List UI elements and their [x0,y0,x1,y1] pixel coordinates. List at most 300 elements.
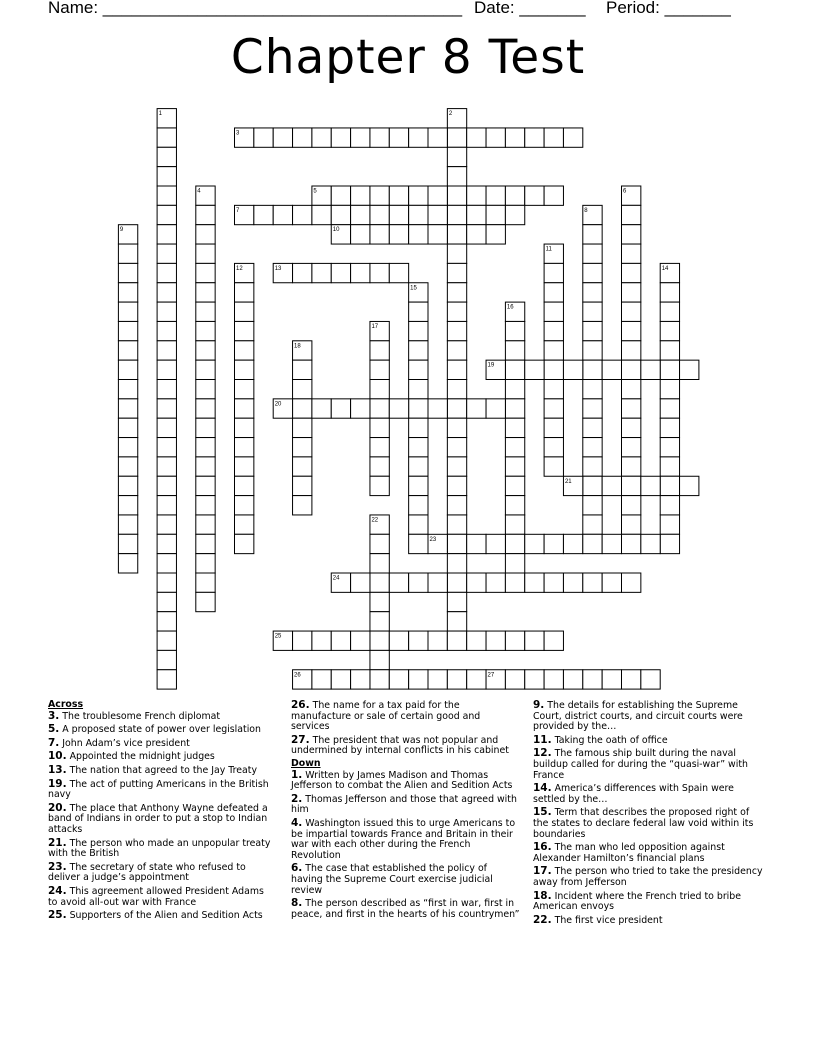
crossword-cell[interactable] [409,302,428,321]
crossword-cell[interactable] [254,205,273,224]
crossword-cell[interactable] [157,496,176,515]
crossword-cell[interactable] [622,360,641,379]
crossword-cell[interactable] [118,244,137,263]
crossword-cell[interactable] [409,225,428,244]
crossword-cell[interactable] [273,128,292,147]
crossword-cell[interactable] [447,283,466,302]
crossword-cell[interactable] [196,554,215,573]
crossword-cell[interactable] [409,476,428,495]
crossword-cell[interactable] [505,186,524,205]
crossword-cell[interactable] [235,515,254,534]
crossword-cell[interactable] [544,380,563,399]
crossword-cell[interactable] [447,515,466,534]
crossword-cell[interactable] [583,573,602,592]
crossword-cell[interactable] [235,476,254,495]
crossword-cell[interactable] [196,244,215,263]
crossword-cell[interactable] [428,225,447,244]
crossword-cell[interactable] [467,205,486,224]
crossword-cell[interactable] [157,554,176,573]
crossword-cell[interactable] [660,341,679,360]
crossword-cell[interactable] [583,476,602,495]
crossword-cell[interactable] [157,476,176,495]
crossword-cell[interactable] [428,128,447,147]
crossword-cell[interactable] [641,670,660,689]
crossword-cell[interactable] [157,650,176,669]
crossword-cell[interactable] [196,321,215,340]
crossword-cell[interactable] [370,418,389,437]
crossword-cell[interactable] [622,457,641,476]
crossword-cell[interactable] [293,205,312,224]
crossword-cell[interactable] [486,399,505,418]
crossword-cell[interactable] [505,631,524,650]
crossword-cell[interactable] [505,534,524,553]
crossword-cell[interactable] [583,244,602,263]
crossword-cell[interactable] [409,399,428,418]
crossword-cell[interactable] [409,438,428,457]
crossword-cell[interactable] [370,457,389,476]
crossword-cell[interactable] [196,263,215,282]
crossword-cell[interactable] [389,225,408,244]
crossword-cell[interactable] [157,147,176,166]
crossword-cell[interactable] [505,457,524,476]
crossword-cell[interactable] [544,283,563,302]
crossword-cell[interactable] [157,205,176,224]
crossword-cell[interactable] [505,573,524,592]
crossword-cell[interactable] [118,476,137,495]
crossword-cell[interactable] [622,341,641,360]
crossword-cell[interactable] [622,670,641,689]
crossword-cell[interactable] [622,380,641,399]
crossword-cell[interactable] [409,496,428,515]
crossword-cell[interactable] [409,380,428,399]
crossword-cell[interactable] [409,534,428,553]
crossword-cell[interactable] [447,302,466,321]
crossword-cell[interactable] [505,670,524,689]
crossword-cell[interactable] [544,670,563,689]
crossword-cell[interactable] [622,302,641,321]
crossword-cell[interactable] [370,592,389,611]
crossword-cell[interactable] [370,128,389,147]
crossword-cell[interactable] [428,186,447,205]
crossword-cell[interactable] [583,380,602,399]
crossword-cell[interactable] [505,515,524,534]
crossword-cell[interactable] [622,244,641,263]
name-field[interactable]: Name: ______________________________________ [48,0,463,17]
crossword-cell[interactable] [447,244,466,263]
crossword-cell[interactable] [293,128,312,147]
crossword-cell[interactable] [447,147,466,166]
crossword-cell[interactable] [486,534,505,553]
crossword-cell[interactable] [544,321,563,340]
crossword-cell[interactable] [641,534,660,553]
crossword-cell[interactable] [428,205,447,224]
crossword-cell[interactable] [583,341,602,360]
crossword-cell[interactable] [235,438,254,457]
crossword-cell[interactable] [312,399,331,418]
crossword-cell[interactable] [389,631,408,650]
crossword-cell[interactable] [370,399,389,418]
crossword-cell[interactable] [118,302,137,321]
crossword-cell[interactable] [622,205,641,224]
crossword-cell[interactable] [157,631,176,650]
crossword-cell[interactable] [196,534,215,553]
crossword-cell[interactable] [467,534,486,553]
crossword-cell[interactable] [447,321,466,340]
crossword-cell[interactable] [583,399,602,418]
crossword-cell[interactable] [157,167,176,186]
crossword-cell[interactable] [486,225,505,244]
crossword-cell[interactable] [409,573,428,592]
crossword-cell[interactable] [447,573,466,592]
crossword-cell[interactable] [447,496,466,515]
crossword-cell[interactable] [389,399,408,418]
crossword-cell[interactable] [544,128,563,147]
crossword-cell[interactable] [118,341,137,360]
crossword-cell[interactable] [505,205,524,224]
crossword-cell[interactable] [196,360,215,379]
crossword-cell[interactable] [563,670,582,689]
crossword-cell[interactable] [351,263,370,282]
crossword-cell[interactable] [157,573,176,592]
crossword-cell[interactable] [467,225,486,244]
crossword-cell[interactable] [157,263,176,282]
crossword-cell[interactable] [389,573,408,592]
crossword-cell[interactable] [602,534,621,553]
crossword-cell[interactable] [622,534,641,553]
crossword-cell[interactable] [660,302,679,321]
crossword-cell[interactable] [505,380,524,399]
crossword-cell[interactable] [583,457,602,476]
crossword-cell[interactable] [409,186,428,205]
crossword-cell[interactable] [660,418,679,437]
crossword-cell[interactable] [157,341,176,360]
crossword-cell[interactable] [235,360,254,379]
crossword-cell[interactable] [447,670,466,689]
crossword-cell[interactable] [293,360,312,379]
crossword-cell[interactable] [602,670,621,689]
crossword-cell[interactable] [583,263,602,282]
crossword-cell[interactable] [602,573,621,592]
crossword-cell[interactable] [157,186,176,205]
crossword-cell[interactable] [660,438,679,457]
crossword-cell[interactable] [467,573,486,592]
crossword-cell[interactable] [583,321,602,340]
crossword-cell[interactable] [505,554,524,573]
crossword-cell[interactable] [447,534,466,553]
crossword-cell[interactable] [563,573,582,592]
crossword-cell[interactable] [544,263,563,282]
crossword-cell[interactable] [157,399,176,418]
crossword-cell[interactable] [370,225,389,244]
crossword-cell[interactable] [680,360,699,379]
crossword-cell[interactable] [118,360,137,379]
crossword-cell[interactable] [409,670,428,689]
crossword-cell[interactable] [331,186,350,205]
crossword-cell[interactable] [235,534,254,553]
crossword-cell[interactable] [370,360,389,379]
crossword-cell[interactable] [409,515,428,534]
crossword-cell[interactable] [409,128,428,147]
crossword-cell[interactable] [467,631,486,650]
crossword-cell[interactable] [660,457,679,476]
crossword-cell[interactable] [622,399,641,418]
crossword-cell[interactable] [660,399,679,418]
crossword-cell[interactable] [505,476,524,495]
crossword-cell[interactable] [525,360,544,379]
crossword-cell[interactable] [312,128,331,147]
crossword-cell[interactable] [196,380,215,399]
crossword-cell[interactable] [467,186,486,205]
crossword-cell[interactable] [447,457,466,476]
crossword-cell[interactable] [583,534,602,553]
crossword-cell[interactable] [196,225,215,244]
crossword-cell[interactable] [544,302,563,321]
crossword-cell[interactable] [293,380,312,399]
crossword-cell[interactable] [293,263,312,282]
crossword-cell[interactable] [293,496,312,515]
crossword-cell[interactable] [660,534,679,553]
crossword-cell[interactable] [602,360,621,379]
crossword-cell[interactable] [486,128,505,147]
crossword-cell[interactable] [312,263,331,282]
crossword-cell[interactable] [505,321,524,340]
crossword-cell[interactable] [196,515,215,534]
crossword-cell[interactable] [563,128,582,147]
crossword-cell[interactable] [389,128,408,147]
crossword-cell[interactable] [447,612,466,631]
crossword-cell[interactable] [331,631,350,650]
crossword-cell[interactable] [428,399,447,418]
crossword-cell[interactable] [660,360,679,379]
crossword-cell[interactable] [409,341,428,360]
crossword-cell[interactable] [447,631,466,650]
crossword-cell[interactable] [293,476,312,495]
crossword-cell[interactable] [312,205,331,224]
crossword-cell[interactable] [660,515,679,534]
crossword-cell[interactable] [196,418,215,437]
crossword-cell[interactable] [505,438,524,457]
crossword-cell[interactable] [389,670,408,689]
crossword-cell[interactable] [447,554,466,573]
crossword-cell[interactable] [447,438,466,457]
crossword-cell[interactable] [196,438,215,457]
crossword-cell[interactable] [293,418,312,437]
crossword-cell[interactable] [118,496,137,515]
crossword-cell[interactable] [525,631,544,650]
crossword-cell[interactable] [447,360,466,379]
crossword-cell[interactable] [351,631,370,650]
crossword-cell[interactable] [157,225,176,244]
crossword-cell[interactable] [331,263,350,282]
crossword-cell[interactable] [118,399,137,418]
crossword-cell[interactable] [370,554,389,573]
crossword-cell[interactable] [157,612,176,631]
crossword-cell[interactable] [370,631,389,650]
crossword-cell[interactable] [409,631,428,650]
crossword-cell[interactable] [196,476,215,495]
crossword-cell[interactable] [447,592,466,611]
crossword-cell[interactable] [235,399,254,418]
crossword-cell[interactable] [370,670,389,689]
crossword-cell[interactable] [428,631,447,650]
crossword-cell[interactable] [525,128,544,147]
crossword-cell[interactable] [157,380,176,399]
crossword-cell[interactable] [583,670,602,689]
crossword-cell[interactable] [157,128,176,147]
crossword-cell[interactable] [660,476,679,495]
crossword-cell[interactable] [544,573,563,592]
crossword-cell[interactable] [157,670,176,689]
crossword-cell[interactable] [196,573,215,592]
crossword-cell[interactable] [505,418,524,437]
crossword-cell[interactable] [351,128,370,147]
crossword-cell[interactable] [118,515,137,534]
crossword-cell[interactable] [331,670,350,689]
crossword-cell[interactable] [525,186,544,205]
crossword-cell[interactable] [447,128,466,147]
crossword-cell[interactable] [157,515,176,534]
crossword-cell[interactable] [622,515,641,534]
crossword-cell[interactable] [622,438,641,457]
crossword-cell[interactable] [447,167,466,186]
crossword-cell[interactable] [409,457,428,476]
crossword-cell[interactable] [273,205,292,224]
crossword-cell[interactable] [196,302,215,321]
date-field[interactable]: Date: _______ [474,0,586,17]
crossword-cell[interactable] [622,225,641,244]
crossword-cell[interactable] [118,263,137,282]
crossword-cell[interactable] [563,360,582,379]
crossword-cell[interactable] [331,205,350,224]
crossword-cell[interactable] [389,263,408,282]
period-field[interactable]: Period: _______ [606,0,731,17]
crossword-cell[interactable] [157,360,176,379]
crossword-cell[interactable] [544,186,563,205]
crossword-cell[interactable] [583,438,602,457]
crossword-cell[interactable] [351,225,370,244]
crossword-cell[interactable] [370,650,389,669]
crossword-cell[interactable] [467,670,486,689]
crossword-cell[interactable] [157,534,176,553]
crossword-cell[interactable] [409,418,428,437]
crossword-cell[interactable] [660,380,679,399]
crossword-cell[interactable] [505,399,524,418]
crossword-cell[interactable] [157,592,176,611]
crossword-cell[interactable] [118,554,137,573]
crossword-cell[interactable] [118,380,137,399]
crossword-cell[interactable] [602,476,621,495]
crossword-cell[interactable] [235,496,254,515]
crossword-cell[interactable] [370,205,389,224]
crossword-cell[interactable] [409,321,428,340]
crossword-cell[interactable] [660,321,679,340]
crossword-cell[interactable] [622,418,641,437]
crossword-cell[interactable] [428,573,447,592]
crossword-cell[interactable] [622,283,641,302]
crossword-cell[interactable] [525,670,544,689]
crossword-cell[interactable] [351,573,370,592]
crossword-cell[interactable] [622,321,641,340]
crossword-cell[interactable] [196,399,215,418]
crossword-cell[interactable] [486,205,505,224]
crossword-cell[interactable] [370,534,389,553]
crossword-cell[interactable] [486,631,505,650]
crossword-cell[interactable] [118,283,137,302]
crossword-cell[interactable] [447,476,466,495]
crossword-cell[interactable] [467,128,486,147]
crossword-cell[interactable] [641,360,660,379]
crossword-cell[interactable] [447,399,466,418]
crossword-cell[interactable] [544,418,563,437]
crossword-cell[interactable] [583,283,602,302]
crossword-cell[interactable] [196,496,215,515]
crossword-cell[interactable] [544,631,563,650]
crossword-cell[interactable] [467,399,486,418]
crossword-cell[interactable] [157,321,176,340]
crossword-cell[interactable] [118,321,137,340]
crossword-cell[interactable] [157,244,176,263]
crossword-cell[interactable] [447,380,466,399]
crossword-cell[interactable] [293,631,312,650]
crossword-cell[interactable] [622,573,641,592]
crossword-cell[interactable] [370,438,389,457]
crossword-cell[interactable] [118,457,137,476]
crossword-cell[interactable] [196,205,215,224]
crossword-cell[interactable] [370,263,389,282]
crossword-cell[interactable] [409,205,428,224]
crossword-cell[interactable] [544,399,563,418]
crossword-cell[interactable] [660,283,679,302]
crossword-cell[interactable] [447,186,466,205]
crossword-cell[interactable] [525,534,544,553]
crossword-cell[interactable] [370,573,389,592]
crossword-cell[interactable] [428,670,447,689]
crossword-cell[interactable] [370,186,389,205]
crossword-cell[interactable] [196,341,215,360]
crossword-cell[interactable] [157,418,176,437]
crossword-cell[interactable] [583,515,602,534]
crossword-cell[interactable] [370,380,389,399]
crossword-cell[interactable] [351,670,370,689]
crossword-cell[interactable] [447,418,466,437]
crossword-cell[interactable] [447,225,466,244]
crossword-cell[interactable] [351,205,370,224]
crossword-cell[interactable] [660,496,679,515]
crossword-cell[interactable] [157,283,176,302]
crossword-cell[interactable] [486,186,505,205]
crossword-cell[interactable] [544,341,563,360]
crossword-cell[interactable] [370,612,389,631]
crossword-cell[interactable] [293,399,312,418]
crossword-cell[interactable] [293,438,312,457]
crossword-cell[interactable] [196,283,215,302]
crossword-cell[interactable] [622,476,641,495]
crossword-cell[interactable] [389,205,408,224]
crossword-cell[interactable] [447,263,466,282]
crossword-cell[interactable] [235,283,254,302]
crossword-cell[interactable] [157,457,176,476]
crossword-cell[interactable] [235,457,254,476]
crossword-cell[interactable] [370,476,389,495]
crossword-cell[interactable] [370,341,389,360]
crossword-cell[interactable] [583,360,602,379]
crossword-cell[interactable] [196,457,215,476]
crossword-cell[interactable] [118,534,137,553]
crossword-cell[interactable] [544,457,563,476]
crossword-cell[interactable] [351,399,370,418]
crossword-cell[interactable] [544,534,563,553]
crossword-cell[interactable] [331,399,350,418]
